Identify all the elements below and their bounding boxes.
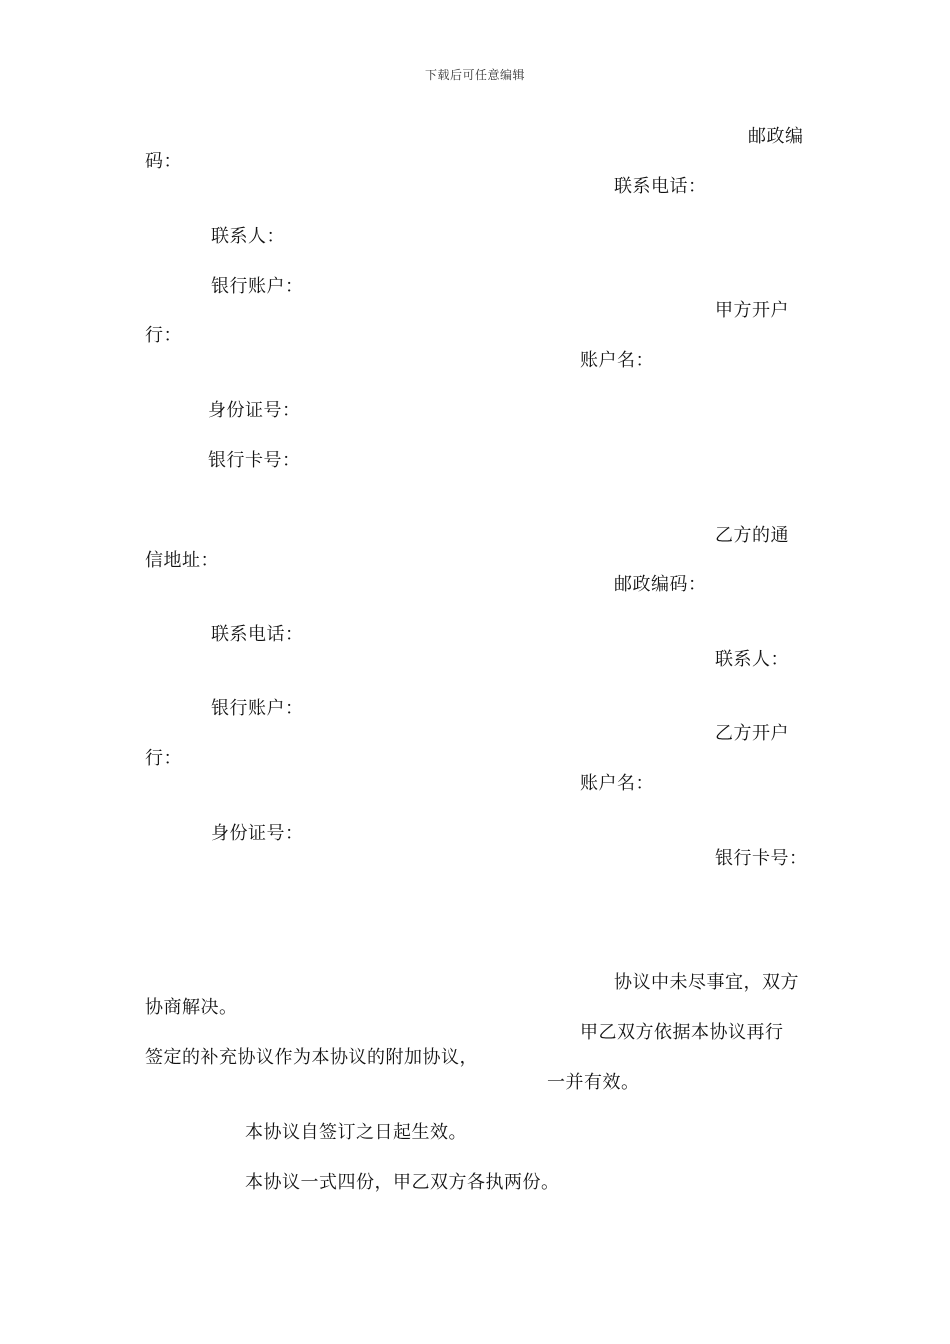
party-a-contact-label: 联系人：: [211, 226, 285, 247]
header-note: 下载后可任意编辑: [424, 68, 525, 82]
clause-copies: 本协议一式四份，甲乙双方各执两份。: [245, 1172, 560, 1193]
clause-supplement-end: 一并有效。: [547, 1072, 640, 1093]
party-a-bank-account-label: 银行账户：: [211, 276, 304, 297]
party-b-account-name-label: 账户名：: [580, 773, 654, 794]
clause-unresolved-cont: 协商解决。: [145, 997, 238, 1018]
party-b-card-number-label: 银行卡号：: [715, 848, 808, 869]
clause-supplement: 甲乙双方依据本协议再行: [580, 1022, 784, 1043]
party-b-phone-label: 联系电话：: [211, 624, 304, 645]
party-a-bank-label-cont: 行：: [145, 325, 182, 346]
party-b-bank-account-label: 银行账户：: [211, 698, 304, 719]
party-b-bank-label: 乙方开户: [715, 723, 789, 744]
party-a-card-number-label: 银行卡号：: [208, 450, 301, 471]
party-a-postal-code-label-cont: 码：: [145, 151, 182, 172]
party-b-postal-code-label: 邮政编码：: [614, 574, 707, 595]
clause-unresolved: 协议中未尽事宜，双方: [614, 972, 799, 993]
party-a-id-number-label: 身份证号：: [208, 400, 301, 421]
party-a-postal-code-label: 邮政编: [748, 126, 804, 147]
party-b-address-label: 乙方的通: [715, 525, 789, 546]
party-b-contact-label: 联系人：: [715, 649, 789, 670]
party-b-id-number-label: 身份证号：: [211, 823, 304, 844]
party-b-address-label-cont: 信地址：: [145, 550, 219, 571]
party-b-bank-label-cont: 行：: [145, 748, 182, 769]
party-a-bank-label: 甲方开户: [715, 300, 789, 321]
party-a-phone-label: 联系电话：: [614, 176, 707, 197]
clause-effective: 本协议自签订之日起生效。: [245, 1122, 467, 1143]
party-a-account-name-label: 账户名：: [580, 350, 654, 371]
clause-supplement-cont: 签定的补充协议作为本协议的附加协议，: [145, 1047, 478, 1068]
